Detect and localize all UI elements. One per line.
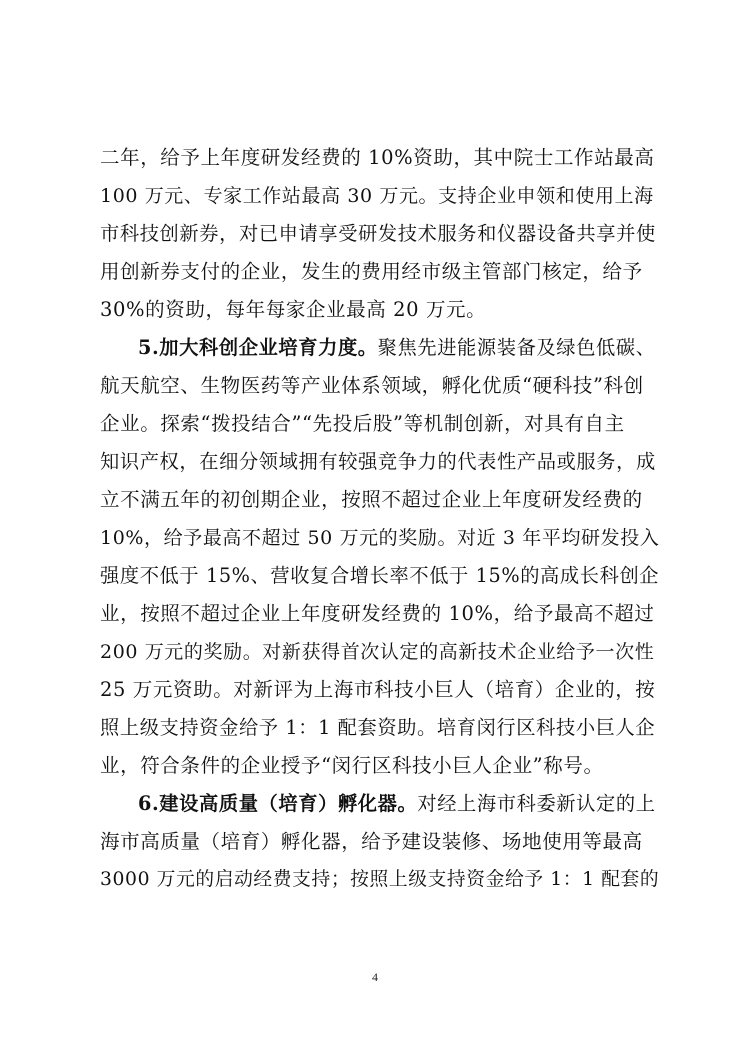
paragraph-line: 知识产权，在细分领域拥有较强竞争力的代表性产品或服务，成 (100, 450, 656, 473)
section-6-first-line-text: 对经上海市科委新认定的上 (417, 792, 656, 815)
paragraph-line: 业，符合条件的企业授予“闵行区科技小巨人企业”称号。 (100, 754, 604, 777)
page-number: 4 (372, 970, 378, 984)
section-5-first-line (138, 335, 660, 361)
paragraph-line: 照上级支持资金给予 1：1 配套资助。培育闵行区科技小巨人企 (100, 716, 656, 739)
paragraph-line: 25 万元资助。对新评为上海市科技小巨人（培育）企业的，按 (100, 678, 656, 701)
paragraph-line: 航天航空、生物医药等产业体系领域，孵化优质“硬科技”科创 (100, 374, 644, 397)
paragraph-line: 强度不低于 15%、营收复合增长率不低于 15%的高成长科创企 (100, 564, 660, 587)
paragraph-line: 3000 万元的启动经费支持；按照上级支持资金给予 1：1 配套的 (100, 869, 660, 890)
paragraph-line: 立不满五年的初创期企业，按照不超过企业上年度研发经费的 (100, 488, 643, 511)
paragraph-line: 10%，给予最高不超过 50 万元的奖励。对近 3 年平均研发投入 (100, 527, 660, 549)
paragraph-line: 企业。探索“拨投结合”“先投后股”等机制创新，对具有自主 (100, 412, 625, 435)
paragraph-line: 二年，给予上年度研发经费的 10%资助，其中院士工作站最高 (100, 146, 655, 169)
section-6-heading: 6.建设高质量（培育）孵化器。 (138, 792, 418, 815)
section-5-heading: 5.加大科创企业培育力度。 (138, 336, 378, 359)
paragraph-line: 海市高质量（培育）孵化器，给予建设装修、场地使用等最高 (100, 830, 643, 853)
paragraph-line: 200 万元的奖励。对新获得首次认定的高新技术企业给予一次性 (100, 641, 655, 663)
section-6-first-line (138, 791, 660, 817)
paragraph-line: 100 万元、专家工作站最高 30 万元。支持企业申领和使用上海 (100, 185, 654, 207)
paragraph-line: 30%的资助，每年每家企业最高 20 万元。 (100, 298, 487, 321)
paragraph-line: 市科技创新券，对已申请享受研发技术服务和仪器设备共享并使 (100, 222, 656, 245)
paragraph-line: 用创新券支付的企业，发生的费用经市级主管部门核定，给予 (100, 260, 643, 283)
section-5-first-line-text: 聚焦先进能源装备及绿色低碳、 (377, 336, 656, 359)
paragraph-line: 业，按照不超过企业上年度研发经费的 10%，给予最高不超过 (100, 602, 655, 625)
